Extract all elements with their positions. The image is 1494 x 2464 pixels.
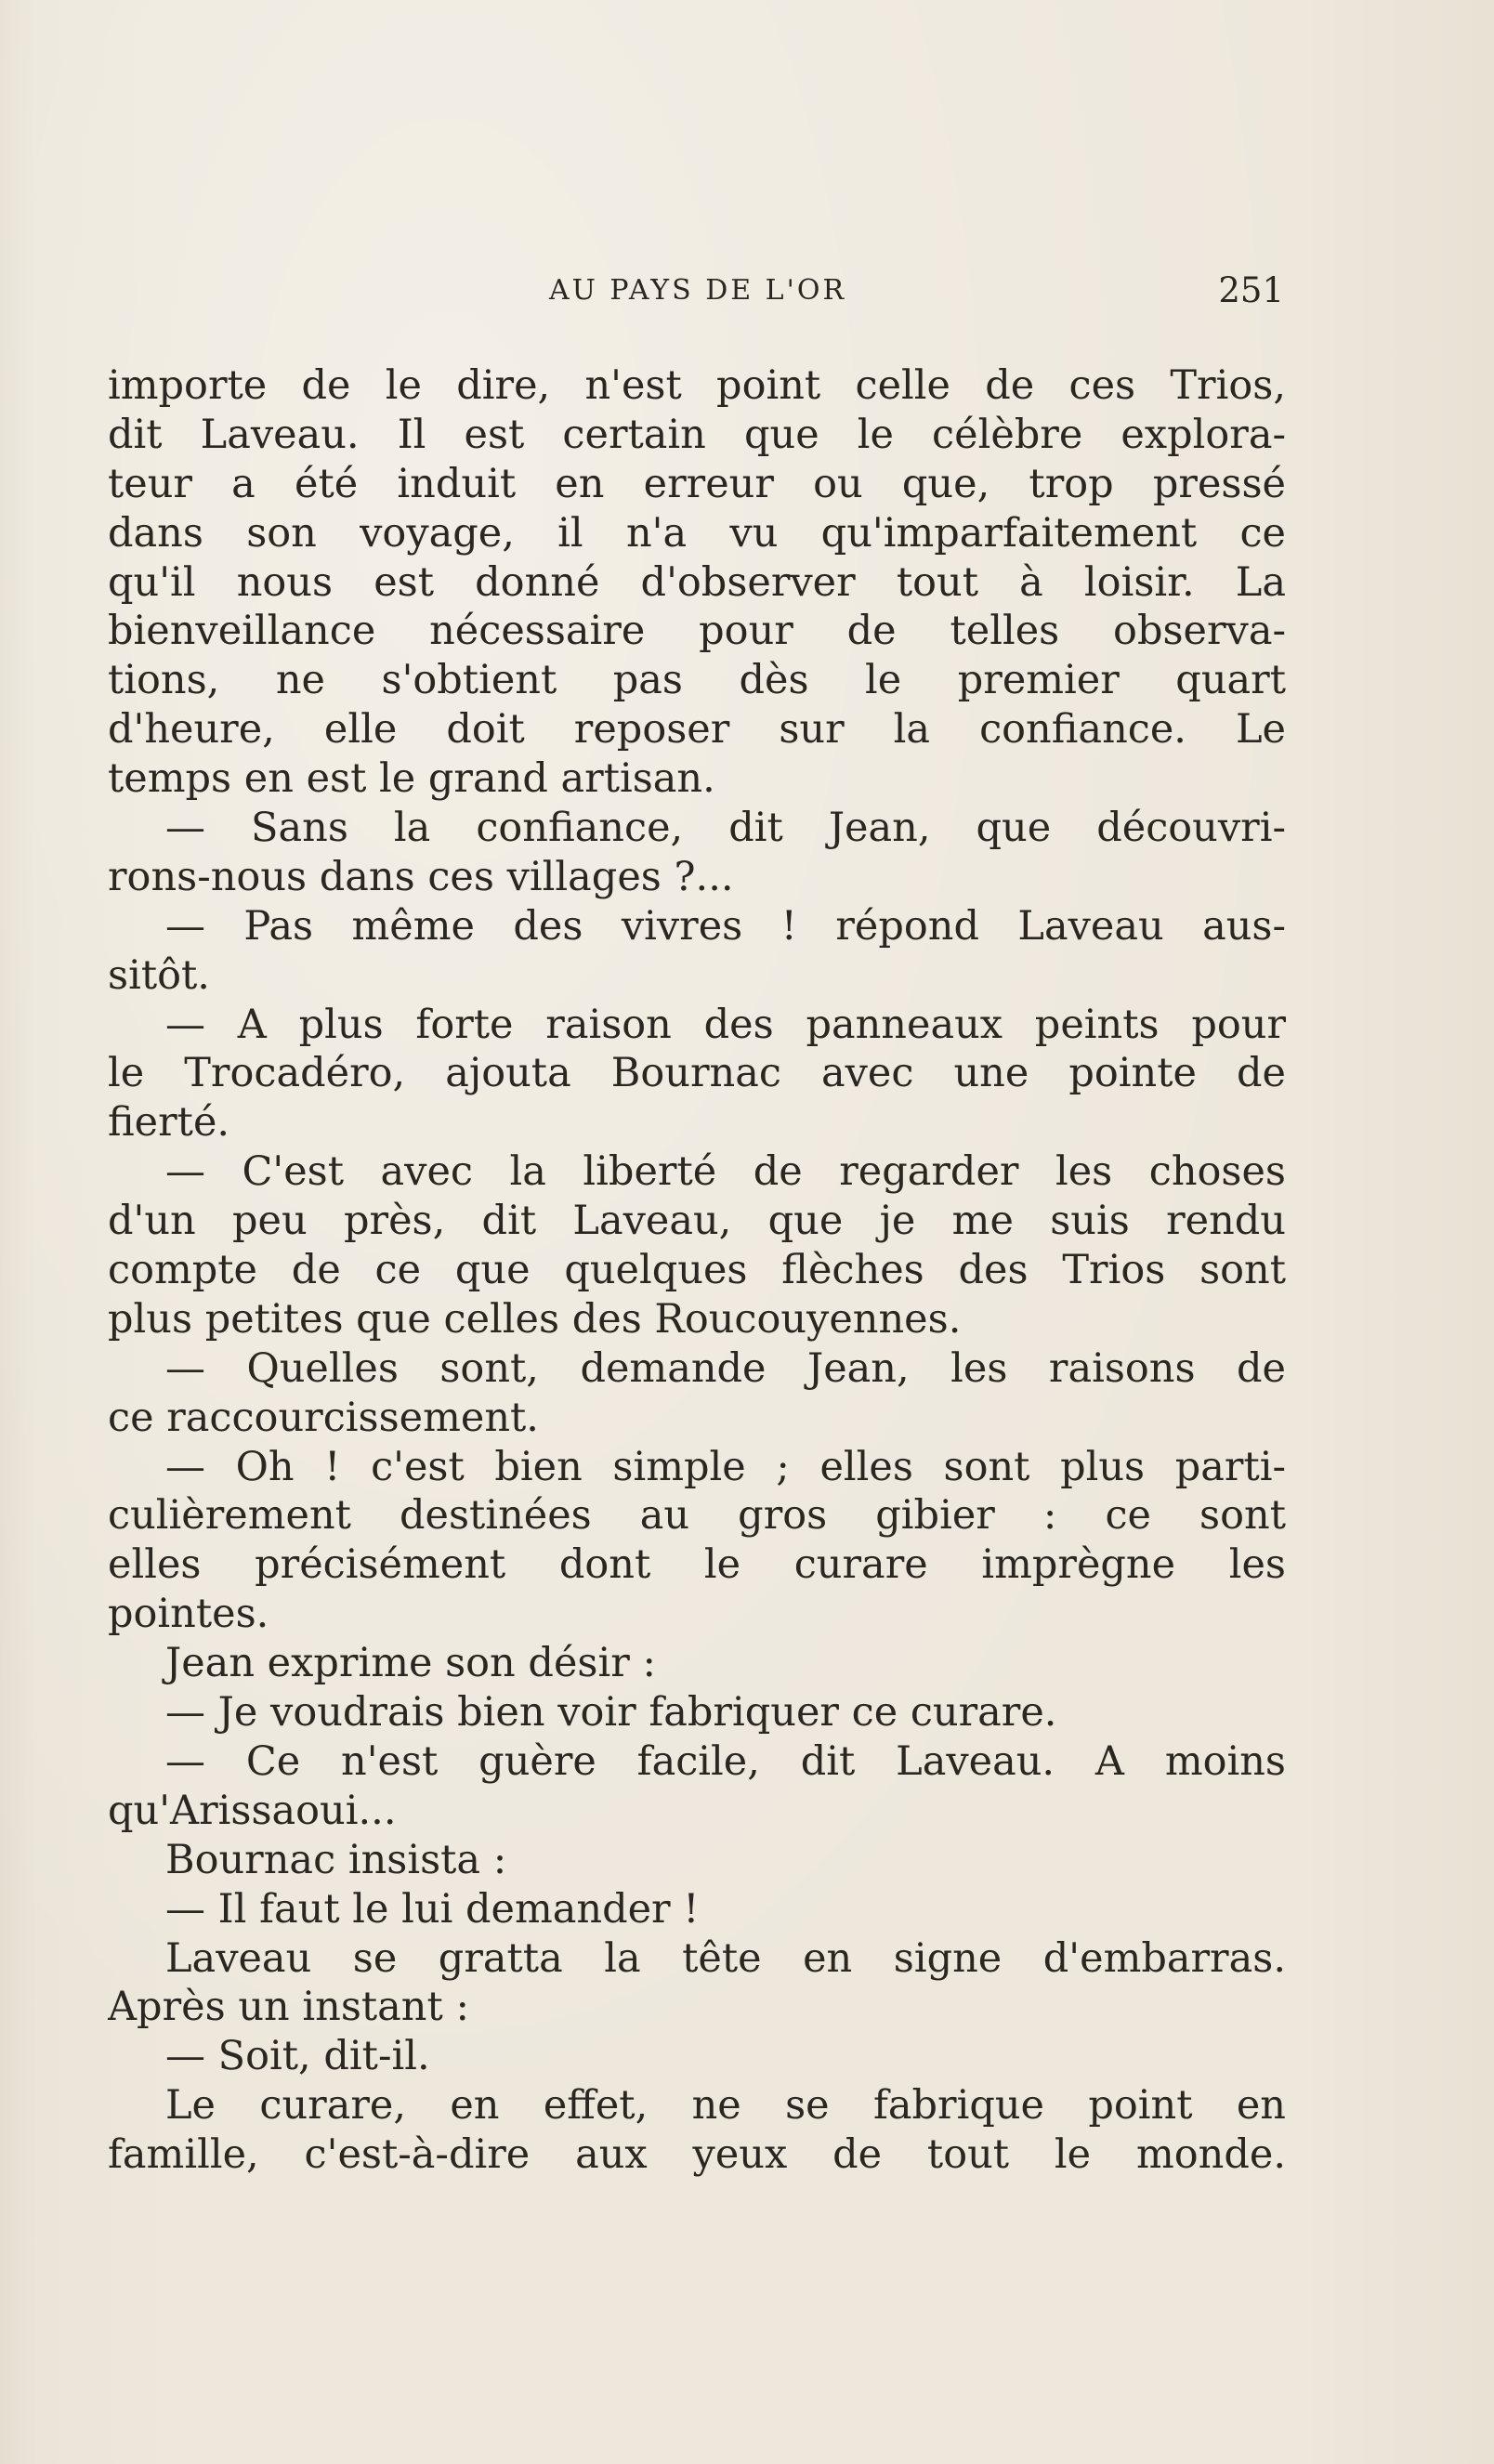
text-line: — Sans la confiance, dit Jean, que découvri- — [165, 805, 1286, 852]
running-head — [111, 269, 1284, 312]
text-line: — Soit, dit-il. — [165, 2033, 430, 2080]
text-line: — Quelles sont, demande Jean, les raisons de — [165, 1344, 1286, 1392]
text-line: d'un peu près, dit Laveau, que je me suis rendu — [108, 1198, 1286, 1245]
text-line: Laveau se gratta la tête en signe d'embarras. — [165, 1934, 1286, 1982]
text-line: sitôt. — [108, 951, 210, 999]
text-line: pointes. — [108, 1591, 269, 1638]
text-line: dit Laveau. Il est certain que le célèbre explora- — [108, 411, 1286, 458]
body-text — [108, 361, 1286, 2180]
text-line: d'heure, elle doit reposer sur la confiance. Le — [108, 706, 1286, 754]
text-line: teur a été induit en erreur ou que, trop pressé — [108, 460, 1286, 507]
text-line: — Pas même des vivres ! répond Laveau aus- — [165, 902, 1286, 950]
text-line: — Oh ! c'est bien simple ; elles sont plus parti- — [165, 1443, 1286, 1490]
text-line: plus petites que celles des Roucouyennes. — [108, 1295, 962, 1343]
text-line: Jean exprime son désir : — [165, 1640, 656, 1687]
text-line: compte de ce que quelques flèches des Trios sont — [108, 1247, 1286, 1294]
text-line: elles précisément dont le curare imprègne les — [108, 1541, 1286, 1589]
text-line: fierté. — [108, 1099, 230, 1147]
text-line: Le curare, en effet, ne se fabrique point en — [165, 2082, 1286, 2130]
text-line: — A plus forte raison des panneaux peints pour — [165, 1001, 1286, 1048]
text-line: culièrement destinées au gros gibier : ce sont — [108, 1492, 1286, 1540]
text-line: importe de le dire, n'est point celle de ces Trios, — [108, 362, 1286, 409]
text-line: qu'il nous est donné d'observer tout à loisir. La — [108, 558, 1286, 606]
text-line: rons-nous dans ces villages ?... — [108, 853, 734, 900]
text-line: — C'est avec la liberté de regarder les choses — [165, 1148, 1286, 1196]
text-line: famille, c'est-à-dire aux yeux de tout le monde. — [108, 2131, 1286, 2179]
text-line: ce raccourcissement. — [108, 1394, 539, 1441]
page-number: 251 — [1218, 270, 1284, 310]
text-line: temps en est le grand artisan. — [108, 755, 715, 803]
text-line: Après un instant : — [108, 1984, 469, 2031]
text-line: tions, ne s'obtient pas dès le premier quart — [108, 657, 1286, 704]
text-line: bienveillance nécessaire pour de telles observa- — [108, 608, 1286, 655]
running-title: AU PAYS DE L'OR — [548, 274, 847, 307]
text-line: — Ce n'est guère facile, dit Laveau. A moins — [165, 1737, 1286, 1785]
text-line: Bournac insista : — [165, 1836, 507, 1883]
text-line: qu'Arissaoui... — [108, 1787, 397, 1834]
text-line: le Trocadéro, ajouta Bournac avec une pointe de — [108, 1050, 1286, 1097]
text-line: — Il faut le lui demander ! — [165, 1885, 700, 1933]
text-line: — Je voudrais bien voir fabriquer ce curare. — [165, 1689, 1057, 1737]
text-line: dans son voyage, il n'a vu qu'imparfaitement ce — [108, 509, 1286, 557]
